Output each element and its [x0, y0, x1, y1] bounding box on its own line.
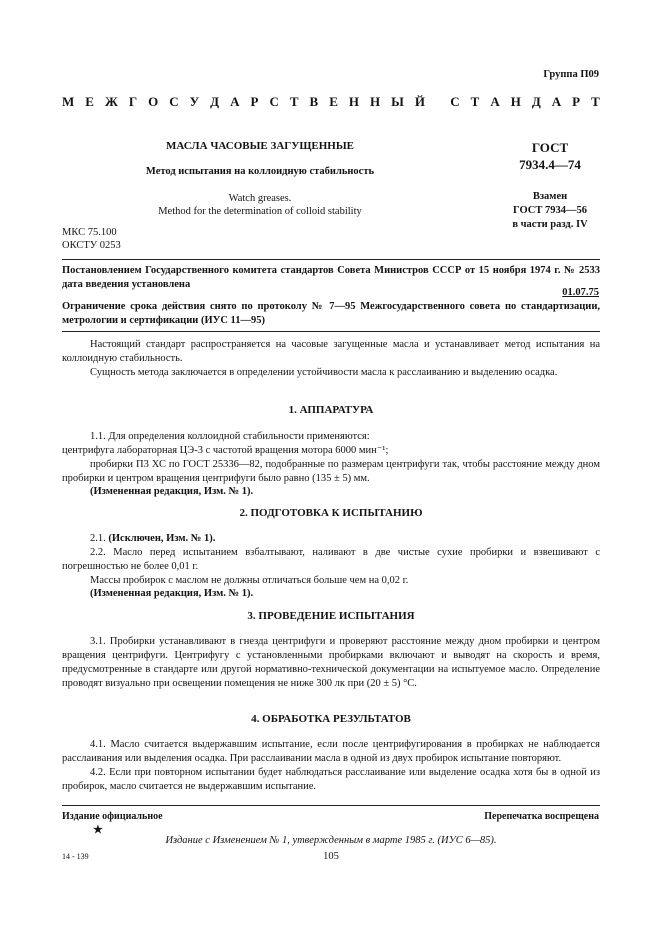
document-title: МАСЛА ЧАСОВЫЕ ЗАГУЩЕННЫЕ	[165, 140, 355, 152]
banner-letter: А	[230, 94, 240, 109]
section-1-text	[62, 430, 600, 499]
page-number: 105	[323, 851, 339, 862]
gost-code: 7934.4—74	[519, 156, 581, 172]
banner-letter: Р	[250, 94, 259, 109]
intro-paragraph: Настоящий стандарт распространяется на часовые загущенные масла и устанавливает метод испытания на коллоидную стабильность.	[62, 339, 600, 364]
paragraph: 2.2. Масло перед испытанием взбалтывают, наливают в две чистые сухие пробирки и взвешивают с погрешностью не более 0,01 г.	[62, 546, 600, 572]
intro-text	[62, 338, 600, 380]
method-subtitle: Метод испытания на коллоидную стабильность	[145, 166, 375, 177]
introduction-date: 01.07.75	[562, 287, 599, 298]
group-label: Группа П09	[543, 69, 599, 80]
section-1-heading: 1. АППАРАТУРА	[288, 404, 374, 416]
section-4-heading: 4. ОБРАБОТКА РЕЗУЛЬТАТОВ	[251, 713, 411, 725]
section-2-text	[62, 532, 600, 601]
reprint-notice: Перепечатка воспрещена	[484, 811, 599, 822]
banner-letter: Е	[85, 94, 94, 109]
banner-letter: Р	[572, 94, 581, 109]
banner-letter: У	[189, 94, 200, 109]
banner-letter: С	[169, 94, 179, 109]
banner-letter: Ж	[104, 94, 118, 109]
banner-letter	[436, 93, 439, 110]
paragraph: центрифуга лабораторная ЦЭ-3 с частотой вращения мотора 6000 мин⁻¹;	[62, 444, 389, 456]
banner-letter: М	[62, 94, 75, 109]
banner-letter: Н	[369, 94, 381, 109]
banner-letter: Т	[470, 94, 480, 109]
edit-note: (Измененная редакция, Изм. № 1).	[90, 588, 254, 600]
replace-label: Взамен	[532, 191, 568, 202]
english-title: Watch greases.	[228, 193, 292, 204]
gost-number	[495, 140, 605, 174]
replace-block	[495, 190, 605, 232]
banner-letter: Й	[414, 94, 425, 109]
edition-note: Издание с Изменением № 1, утвержденным в марте 1985 г. (ИУС 6—85).	[165, 835, 497, 846]
banner-letter: О	[148, 94, 159, 109]
banner-letter: Д	[210, 94, 220, 109]
limitation-text: Ограничение срока действия снято по протоколу № 7—95 Межгосударственного совета по стандартизации, метрологии и сертификации (ИУС 11—95)	[62, 301, 600, 326]
intro-paragraph: Сущность метода заключается в определении устойчивости масла к расслаиванию и выделению осадка.	[90, 366, 558, 378]
edit-note: (Измененная редакция, Изм. № 1).	[90, 486, 254, 498]
banner-letter: Ы	[391, 94, 404, 109]
mks-code: МКС 75.100	[62, 227, 117, 238]
banner-letter: А	[490, 94, 500, 109]
paragraph: 4.2. Если при повторном испытании будет наблюдаться расслаивание или выделение осадка хотя бы в одной из пробирок, масло считается не выдержавшим испытание.	[62, 766, 600, 792]
banner-letter: Т	[591, 94, 600, 109]
divider	[62, 331, 600, 332]
divider	[62, 805, 600, 806]
banner-letter: В	[309, 94, 319, 109]
banner-letter: Н	[510, 94, 521, 109]
banner-letter: Е	[329, 94, 338, 109]
banner-letter: Т	[289, 94, 299, 109]
replace-scope: в части разд. IV	[512, 218, 588, 230]
banner-letter: С	[450, 94, 460, 109]
paragraph: 3.1. Пробирки устанавливают в гнезда центрифуги и проверяют расстояние между дном пробирки и центром вращения центрифуги. Центрифугу с установленными пробирками включают и выводят на скорость и время, предусмотренные в стандарте или другой нормативно-технической документации на испытуемое масло. Определение проводят визуально при освещении помещения не ниже 300 лк при (20 ± 5) °С.	[62, 636, 600, 689]
star-icon: ★	[93, 824, 103, 836]
paragraph-number: 2.1.	[90, 533, 109, 544]
classification-codes	[62, 227, 121, 252]
paragraph: Массы пробирок с маслом не должны отличаться больше чем на 0,02 г.	[90, 574, 409, 586]
section-4-text	[62, 738, 600, 793]
okstu-code: ОКСТУ 0253	[62, 239, 121, 251]
gost-label: ГОСТ	[531, 140, 569, 155]
divider	[62, 259, 600, 260]
banner-letter: Н	[348, 94, 359, 109]
banner-letter: Г	[128, 94, 138, 109]
paragraph: 4.1. Масло считается выдержавшим испытание, если после центрифугирования в пробирках не наблюдается расслаивания или выделения осадка. При расслаивании масла в одной из двух пробирок испытание повторяют.	[62, 739, 600, 764]
print-code: 14 - 139	[62, 852, 89, 861]
paragraph: 1.1. Для определения коллоидной стабильности применяются:	[90, 431, 370, 442]
section-3-heading: 3. ПРОВЕДЕНИЕ ИСПЫТАНИЯ	[247, 610, 415, 622]
replace-gost: ГОСТ 7934—56	[513, 204, 587, 216]
english-method: Method for the determination of colloid stability	[158, 206, 362, 217]
excluded-note: (Исключен, Изм. № 1).	[108, 533, 216, 544]
banner-letter: А	[551, 94, 562, 109]
paragraph	[62, 532, 600, 546]
banner-letter: С	[269, 94, 279, 109]
paragraph: пробирки П3 ХС по ГОСТ 25336—82, подобранные по размерам центрифуги так, чтобы расстояние между дном пробирки и центром вращения центрифуги было равно (135 ± 5) мм.	[62, 458, 600, 484]
section-3-text	[62, 635, 600, 690]
standard-banner	[62, 93, 600, 110]
section-2-heading: 2. ПОДГОТОВКА К ИСПЫТАНИЮ	[239, 507, 423, 519]
official-edition: Издание официальное	[62, 811, 163, 822]
banner-letter: Д	[531, 94, 541, 109]
decree-text: Постановлением Государственного комитета стандартов Совета Министров СССР от 15 ноября 1974 г. № 2533 дата введения установлена	[62, 265, 600, 290]
